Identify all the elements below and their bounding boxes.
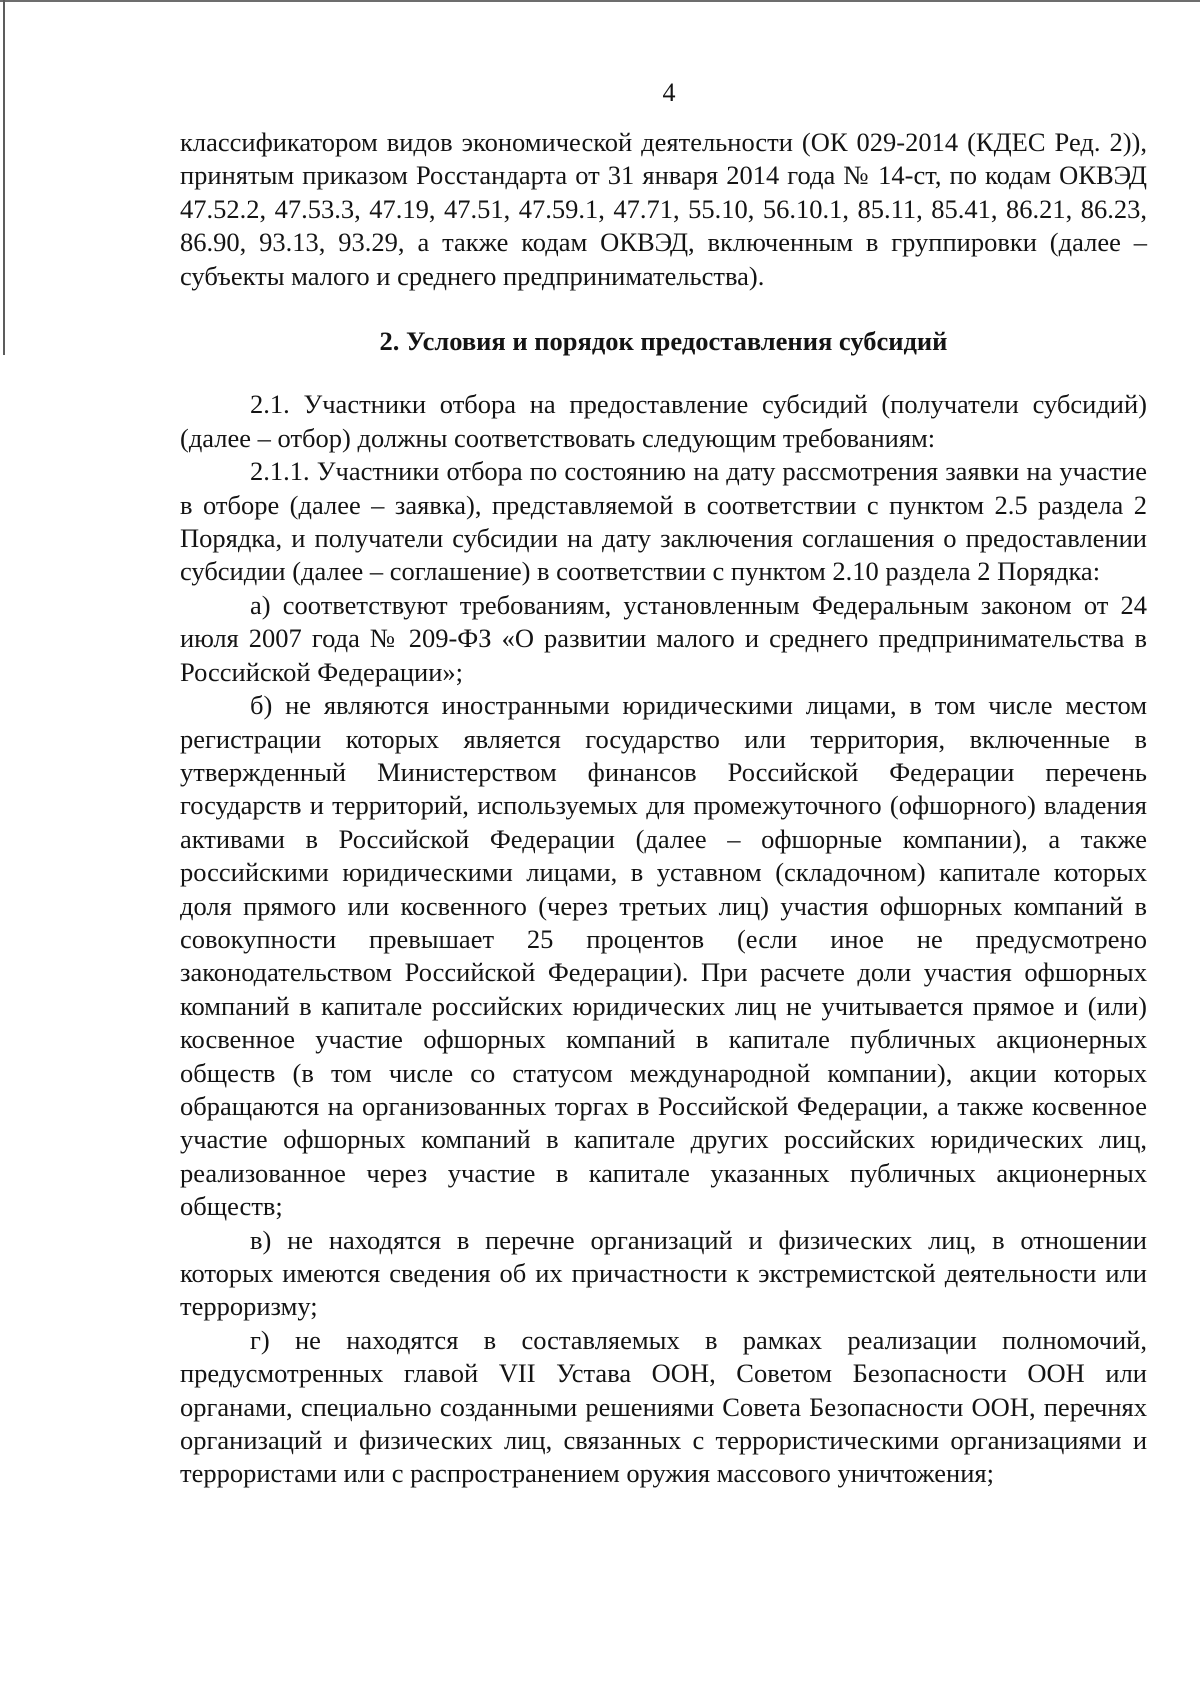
paragraph-v: в) не находятся в перечне организаций и физических лиц, в отношении которых имеются сведения об их причастности к экстремистской деятельности или терроризму; [180, 1224, 1147, 1322]
scan-edge-top [0, 0, 1200, 2]
intro-paragraph: классификатором видов экономической деятельности (ОК 029-2014 (КДЕС Ред. 2)), принятым приказом Росстандарта от 31 января 2014 года № 14-ст, по кодам ОКВЭД 47.52.2, 47.53.3, 47.19, 47.51, 47.59.1, 47.71, 55.10, 56.10.1, 85.11, 85.41, 86.21, 86.23, 86.90, 93.13, 93.29, а также кодам ОКВЭД, включенным в группировки (далее – субъекты малого и среднего предпринимательства). [180, 127, 1147, 291]
scan-edge-left [3, 0, 5, 355]
paragraph-b: б) не являются иностранными юридическими лицами, в том числе местом регистрации которых является государство или территория, включенные в утвержденный Министерством финансов Российской Федерации перечень государств и территорий, используемых для промежуточного (офшорного) владения активами в Российской Федерации (далее – офшорные компании), а также российскими юридическими лицами, в уставном (складочном) капитале которых доля прямого или косвенного (через третьих лиц) участия офшорных компаний в совокупности превышает 25 процентов (если иное не предусмотрено законодательством Российской Федерации). При расчете доли участия офшорных компаний в капитале российских юридических лиц не учитывается прямое и (или) косвенное участие офшорных компаний в капитале публичных акционерных обществ (в том числе со статусом международной компании), акции которых обращаются на организованных торгах в Российской Федерации, а также косвенное участие офшорных компаний в капитале других российских юридических лиц, реализованное через участие в капитале указанных публичных акционерных обществ; [180, 690, 1147, 1222]
document-body [180, 126, 1147, 1491]
section-heading: 2. Условия и порядок предоставления субсидий [379, 326, 948, 357]
paragraph-a: а) соответствуют требованиям, установленным Федеральным законом от 24 июля 2007 года № 209-ФЗ «О развитии малого и среднего предпринимательства в Российской Федерации»; [180, 589, 1147, 687]
page-number: 4 [662, 78, 676, 107]
paragraph-2-1: 2.1. Участники отбора на предоставление субсидий (получатели субсидий) (далее – отбор) должны соответствовать следующим требованиям: [180, 389, 1147, 453]
paragraph-2-1-1: 2.1.1. Участники отбора по состоянию на дату рассмотрения заявки на участие в отборе (далее – заявка), представляемой в соответствии с пунктом 2.5 раздела 2 Порядка, и получатели субсидии на дату заключения соглашения о предоставлении субсидии (далее – соглашение) в соответствии с пунктом 2.10 раздела 2 Порядка: [180, 456, 1147, 587]
paragraph-g: г) не находятся в составляемых в рамках реализации полномочий, предусмотренных главой VII Устава ООН, Советом Безопасности ООН или органами, специально созданными решениями Совета Безопасности ООН, перечнях организаций и физических лиц, связанных с террористическими организациями и террористами или с распространением оружия массового уничтожения; [180, 1324, 1147, 1489]
